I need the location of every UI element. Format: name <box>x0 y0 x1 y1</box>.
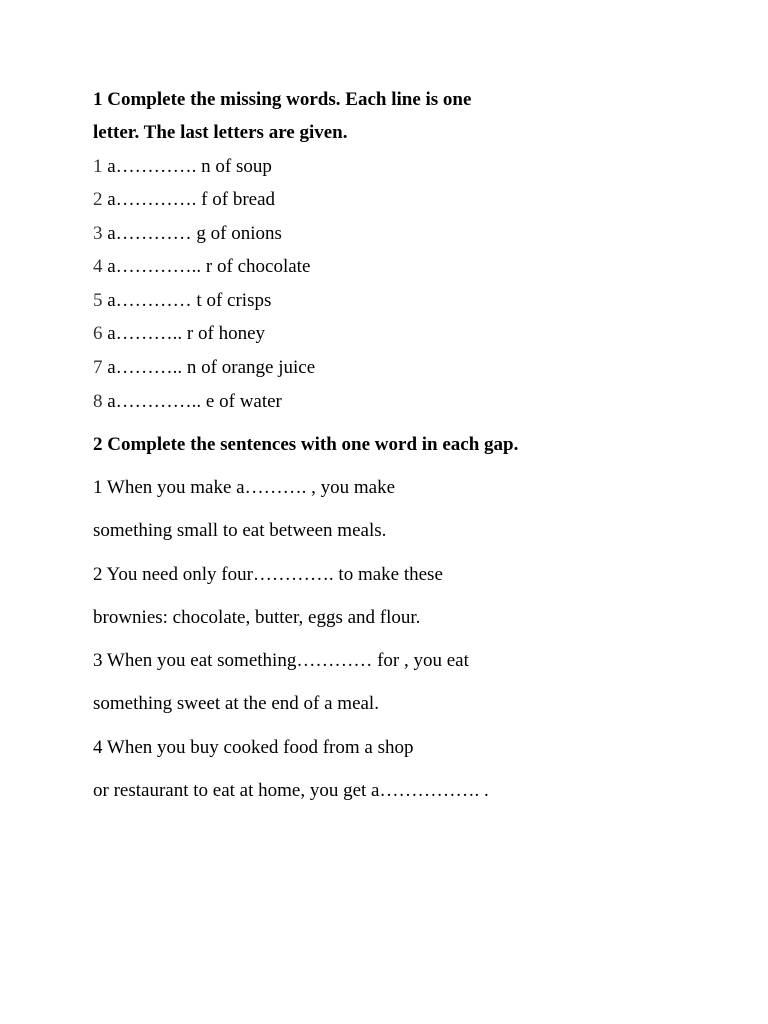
item-text: a………….. r of chocolate <box>107 256 311 277</box>
exercise2-line-7: 4 When you buy cooked food from a shop <box>93 737 414 758</box>
item-number: 6 <box>93 323 103 344</box>
item-number: 7 <box>93 357 103 378</box>
item-text: a…………. f of bread <box>107 189 276 210</box>
section2-heading: 2 Complete the sentences with one word in each gap. <box>93 434 519 455</box>
exercise1-item-7 <box>93 357 315 379</box>
item-number: 1 <box>93 156 103 177</box>
item-text: a……….. n of orange juice <box>107 357 316 378</box>
exercise2-line-8: or restaurant to eat at home, you get a……………. . <box>93 780 489 801</box>
item-text: a………… t of crisps <box>107 290 272 311</box>
exercise1-item-6 <box>93 323 265 345</box>
item-text: a…………. n of soup <box>107 156 272 177</box>
item-number: 3 <box>93 223 103 244</box>
exercise1-item-4 <box>93 256 310 278</box>
item-text: a………… g of onions <box>107 223 282 244</box>
item-text: a………….. e of water <box>107 391 282 412</box>
section1-heading-line1: 1 Complete the missing words. Each line is one <box>93 89 472 110</box>
exercise2-line-1: 1 When you make a………. , you make <box>93 477 395 498</box>
exercise2-line-5: 3 When you eat something………… for , you eat <box>93 650 469 671</box>
item-text: a……….. r of honey <box>107 323 266 344</box>
exercise1-item-1 <box>93 156 272 178</box>
exercise1-item-8 <box>93 391 282 413</box>
exercise2-line-3: 2 You need only four…………. to make these <box>93 564 443 585</box>
exercise2-line-6: something sweet at the end of a meal. <box>93 693 379 714</box>
exercise2-line-4: brownies: chocolate, butter, eggs and flour. <box>93 607 421 628</box>
exercise1-item-2 <box>93 189 275 211</box>
exercise1-item-3 <box>93 223 282 245</box>
item-number: 4 <box>93 256 103 277</box>
exercise2-line-2: something small to eat between meals. <box>93 520 387 541</box>
item-number: 8 <box>93 391 103 412</box>
item-number: 5 <box>93 290 103 311</box>
item-number: 2 <box>93 189 103 210</box>
section1-heading-line2: letter. The last letters are given. <box>93 122 348 143</box>
exercise1-item-5 <box>93 290 271 312</box>
